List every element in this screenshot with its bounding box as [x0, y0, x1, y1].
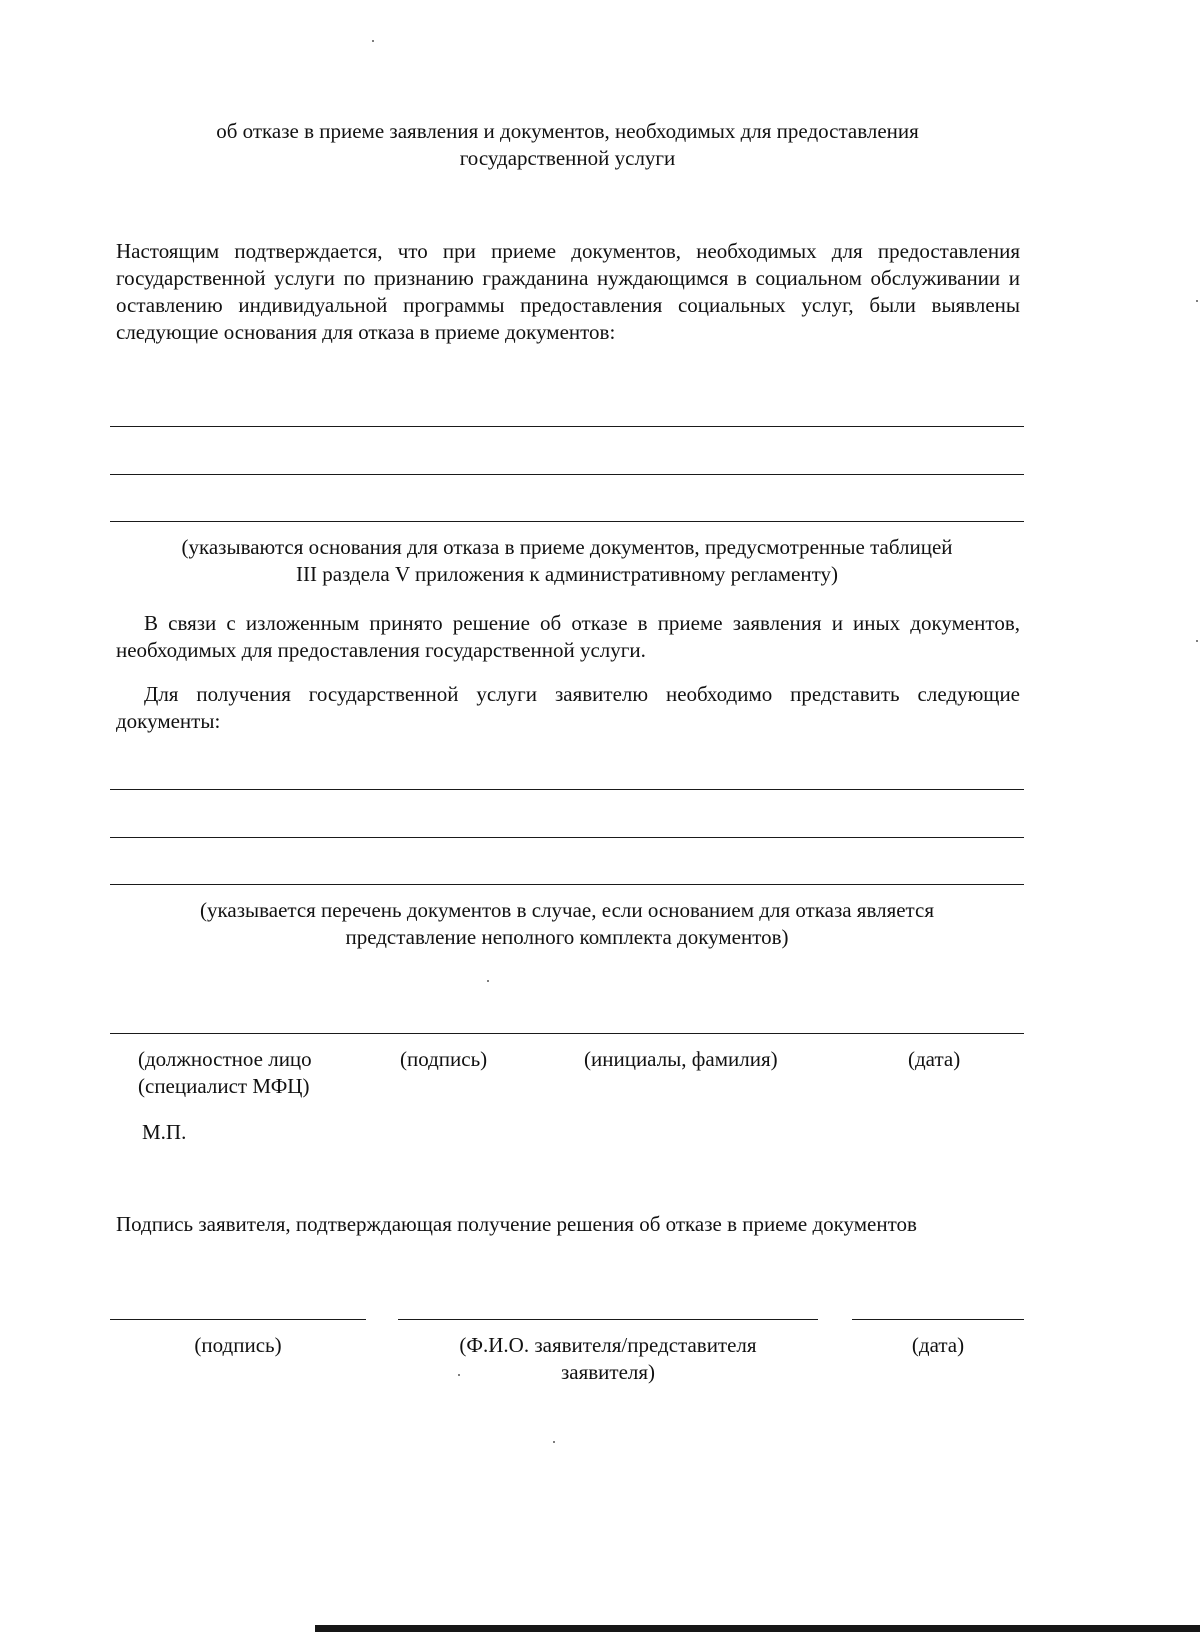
- applicant-signature-line: [110, 1319, 366, 1320]
- documents-line-3: [110, 884, 1024, 885]
- documents-line-1: [110, 789, 1024, 790]
- documents-line-2: [110, 837, 1024, 838]
- scan-bottom-edge: [315, 1625, 1200, 1632]
- documents-note-line-2: представление неполного комплекта документов): [345, 925, 789, 949]
- official-date-label: (дата): [908, 1047, 961, 1071]
- official-signature-label: (подпись): [400, 1047, 488, 1071]
- document-title-line-1: об отказе в приеме заявления и документов, необходимых для предоставления: [216, 119, 919, 143]
- official-initials-label: (инициалы, фамилия): [584, 1047, 778, 1071]
- applicant-date-line: [852, 1319, 1024, 1320]
- document-title-line-2: государственной услуги: [459, 146, 676, 170]
- scan-speck: [458, 1374, 460, 1376]
- applicant-name-line: [398, 1319, 818, 1320]
- intro-paragraph: Настоящим подтверждается, что при приеме документов, необходимых для предоставления государственной услуги по признанию гражданина нуждающимся в социальном обслуживании и оставлению индивидуальной программы предоставления социальных услуг, были выявлены следующие основания для отказа в приеме документов:: [116, 239, 1020, 344]
- grounds-note-line-2: III раздела V приложения к административному регламенту): [295, 562, 839, 586]
- decision-paragraph: В связи с изложенным принято решение об отказе в приеме заявления и иных документов, необходимых для предоставления государственной услуги.: [116, 611, 1020, 662]
- applicant-paragraph: Подпись заявителя, подтверждающая получение решения об отказе в приеме документов: [116, 1212, 917, 1236]
- scan-speck: [1196, 640, 1198, 642]
- documents-note-line-1: (указывается перечень документов в случае, если основанием для отказа является: [200, 898, 934, 922]
- scan-speck: [372, 40, 374, 42]
- scan-speck: [487, 980, 489, 982]
- applicant-date-label: (дата): [911, 1333, 965, 1357]
- grounds-note-line-1: (указываются основания для отказа в приеме документов, предусмотренные таблицей: [181, 535, 953, 559]
- official-position-label-line-1: (должностное лицо: [138, 1047, 312, 1071]
- stamp-place-label: М.П.: [142, 1120, 187, 1144]
- applicant-name-label-line-1: (Ф.И.О. заявителя/представителя: [459, 1333, 757, 1357]
- official-signature-line: [110, 1033, 1024, 1034]
- grounds-line-1: [110, 426, 1024, 427]
- applicant-name-label-line-2: заявителя): [560, 1360, 656, 1384]
- required-docs-paragraph: Для получения государственной услуги заявителю необходимо представить следующие документы:: [116, 682, 1020, 733]
- scan-speck: [1196, 300, 1198, 302]
- scan-speck: [553, 1441, 555, 1443]
- grounds-line-2: [110, 474, 1024, 475]
- grounds-line-3: [110, 521, 1024, 522]
- official-position-label-line-2: (специалист МФЦ): [138, 1074, 310, 1098]
- applicant-signature-label: (подпись): [194, 1333, 282, 1357]
